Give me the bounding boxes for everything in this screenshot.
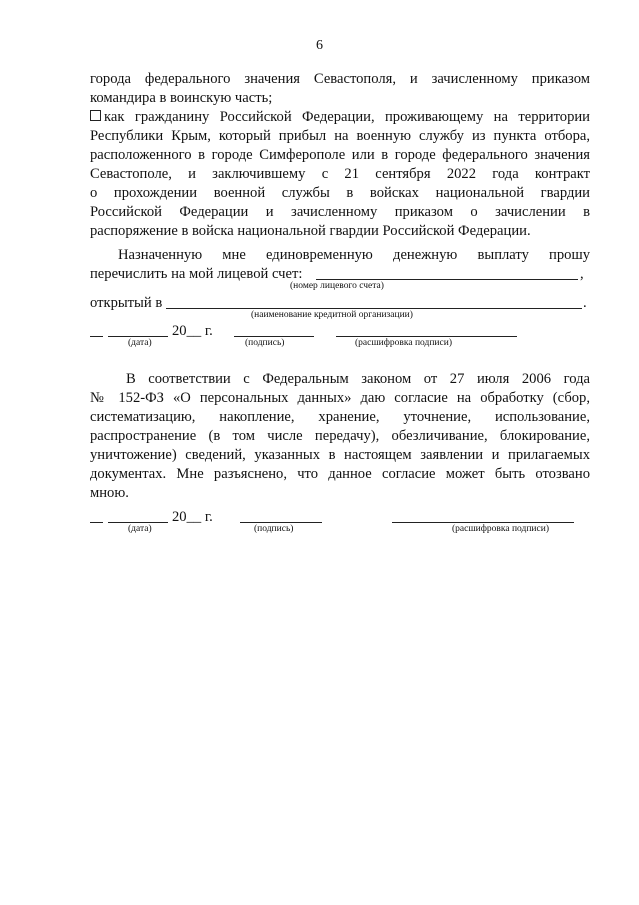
decoding-field[interactable]: [336, 336, 517, 337]
paragraph-line: города федерального значения Севастополя, и зачисленному приказом: [90, 71, 590, 87]
consent-line: документах. Мне разъяснено, что данное согласие может быть отозвано: [90, 466, 590, 482]
date-caption: (дата): [128, 524, 152, 534]
paragraph-line: [90, 108, 590, 127]
paragraph-line: Республики Крым, который прибыл на военную службу из пункта отбора,: [90, 128, 590, 144]
decoding-caption: (расшифровка подписи): [452, 524, 549, 534]
signature-caption: (подпись): [254, 524, 294, 534]
year-label: 20__ г.: [172, 323, 213, 339]
date-caption: (дата): [128, 338, 152, 348]
paragraph-line: Севастополе, и заключившему с 21 сентября 2022 года контракт: [90, 166, 590, 182]
consent-line: систематизацию, накопление, хранение, уточнение, использование,: [90, 409, 590, 425]
consent-line: № 152-ФЗ «О персональных данных» даю согласие на обработку (сбор,: [90, 390, 590, 406]
paragraph-line: распоряжение в войска национальной гвардии Российской Федерации.: [90, 223, 531, 239]
signature-field[interactable]: [234, 336, 314, 337]
day-field[interactable]: [90, 522, 103, 523]
month-field[interactable]: [108, 522, 168, 523]
account-number-field[interactable]: [316, 279, 578, 280]
signature-field[interactable]: [240, 522, 322, 523]
signature-caption: (подпись): [245, 338, 285, 348]
month-field[interactable]: [108, 336, 168, 337]
consent-line: В соответствии с Федеральным законом от 27 июля 2006 года: [126, 371, 590, 387]
consent-line: мною.: [90, 485, 129, 501]
paragraph-line: командира в воинскую часть;: [90, 90, 273, 106]
account-caption: (номер лицевого счета): [290, 281, 384, 291]
period: .: [583, 295, 587, 311]
year-label: 20__ г.: [172, 509, 213, 525]
comma: ,: [580, 266, 584, 282]
bank-caption: (наименование кредитной организации): [251, 310, 413, 320]
page-number: 6: [316, 38, 323, 53]
checkbox-label: как гражданину Российской Федерации, проживающему на территории: [104, 109, 590, 125]
consent-line: распространение (в том числе передачу), обезличивание, блокирование,: [90, 428, 590, 444]
paragraph-line: расположенного в городе Симферополе или в городе федерального значения: [90, 147, 590, 163]
consent-line: уничтожение) сведений, указанных в настоящем заявлении и прилагаемых: [90, 447, 590, 463]
day-field[interactable]: [90, 336, 103, 337]
checkbox[interactable]: [90, 110, 101, 121]
paragraph-line: Российской Федерации и зачисленному приказом о зачислении в: [90, 204, 590, 220]
decoding-field[interactable]: [392, 522, 574, 523]
payment-line: Назначенную мне единовременную денежную выплату прошу: [118, 247, 590, 263]
payment-line: перечислить на мой лицевой счет:: [90, 266, 303, 282]
decoding-caption: (расшифровка подписи): [355, 338, 452, 348]
bank-name-field[interactable]: [166, 308, 582, 309]
paragraph-line: о прохождении военной службы в войсках национальной гвардии: [90, 185, 590, 201]
opened-label: открытый в: [90, 295, 163, 311]
